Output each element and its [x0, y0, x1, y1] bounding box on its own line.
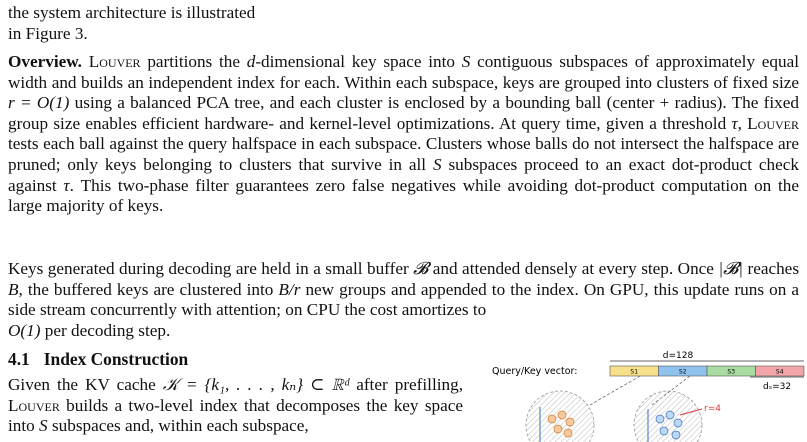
- math-d: d: [246, 52, 256, 71]
- math-kv-cache: 𝒦 = {k₁, . . . , kₙ} ⊂ ℝᵈ: [162, 375, 350, 394]
- math-S: S: [432, 154, 442, 174]
- text-span: after prefilling,: [349, 375, 463, 394]
- overview-heading: Overview.: [8, 52, 82, 71]
- louver-name: Louver: [747, 113, 800, 133]
- section-heading: [8, 349, 188, 370]
- text-span: reaches: [743, 259, 800, 278]
- r-label: r=4: [704, 404, 721, 414]
- vector-segment-label: S2: [678, 368, 687, 376]
- intro-text: [8, 3, 348, 44]
- vector-segment-label: S4: [775, 368, 784, 376]
- vector-segment-label: S3: [727, 368, 736, 376]
- index-construction-paragraph: [8, 375, 463, 437]
- text-span: . This two-phase filter guarantees zero false negatives while avoiding dot-product computation on the large majority of keys.: [8, 175, 799, 216]
- text-span: ,: [737, 113, 748, 133]
- cluster-point: [564, 429, 572, 437]
- section-number: 4.1: [8, 349, 30, 369]
- text-span: contiguous subspaces of approximately equal width and builds an independent index for each. Within each subspace, keys are grouped into clusters of fixed size: [8, 52, 799, 92]
- math-O1: O(1): [8, 320, 41, 340]
- text-span: subspaces and, within each subspace,: [47, 416, 309, 436]
- louver-name: Louver: [8, 395, 60, 415]
- cluster-point: [674, 419, 682, 427]
- math-B: B: [8, 279, 19, 299]
- text-span: Keys generated during decoding are held in a small buffer: [8, 259, 414, 278]
- text-span: partitions the: [140, 52, 247, 71]
- cluster-point: [548, 415, 556, 423]
- architecture-figure: [480, 347, 807, 442]
- figure-svg: [480, 347, 807, 442]
- math-S: S: [39, 416, 48, 436]
- text-span: Given the KV cache: [8, 375, 163, 394]
- text-span: -dimensional key space into: [255, 52, 462, 71]
- vector-segment-label: S1: [630, 368, 639, 376]
- overview-paragraph: [8, 52, 799, 217]
- math-buffer-size: |𝓑|: [718, 259, 744, 278]
- vector-label: Query/Key vector:: [492, 366, 578, 377]
- math-tau: τ: [63, 175, 70, 195]
- d-label: d=128: [662, 351, 694, 361]
- text-span: using a balanced PCA tree, and each cluster is enclosed by a bounding ball (center + radius). The fixed group size enables efficient hardware- and kernel-level optimizations. At query time, given a threshold: [8, 93, 799, 133]
- text-span: tests each ball against the query halfspace in each subspace. Clusters whose balls do not intersect the halfspace are pruned; only keys belonging to clusters that survive in all: [8, 134, 799, 174]
- text-span: subspaces proceed to an exact dot-product check against: [8, 154, 799, 195]
- math-buffer: 𝓑: [413, 259, 429, 278]
- cluster-point: [558, 411, 566, 419]
- intro-line-2: in Figure 3.: [8, 23, 88, 43]
- ds-label: dₛ=32: [763, 382, 792, 392]
- math-tau: τ: [731, 113, 738, 133]
- math-r-eq: r = O(1): [8, 93, 70, 113]
- cluster-point: [672, 431, 680, 439]
- text-span: new groups and appended to the index. On GPU, this update runs on a side stream concurrently with attention; on CPU the cost amortizes to: [8, 279, 799, 320]
- section-title: Index Construction: [43, 349, 189, 369]
- cluster-point: [566, 418, 574, 426]
- guide-line: [590, 376, 640, 405]
- cluster-point: [656, 415, 664, 423]
- cluster-point: [666, 411, 674, 419]
- text-span: , the buffered keys are clustered into: [18, 279, 279, 299]
- text-span: builds a two-level index that decomposes the key space into: [8, 395, 463, 436]
- math-S: S: [461, 52, 471, 71]
- math-B-over-r: B/r: [278, 279, 301, 299]
- louver-name: Louver: [88, 52, 141, 71]
- text-span: and attended densely at every step. Once: [428, 259, 719, 278]
- keys-paragraph: [8, 259, 799, 341]
- vector-segments: [610, 366, 804, 376]
- text-span: per decoding step.: [40, 320, 171, 340]
- cluster-point: [660, 427, 668, 435]
- intro-line-1: the system architecture is illustrated: [8, 3, 256, 22]
- cluster-point: [554, 425, 562, 433]
